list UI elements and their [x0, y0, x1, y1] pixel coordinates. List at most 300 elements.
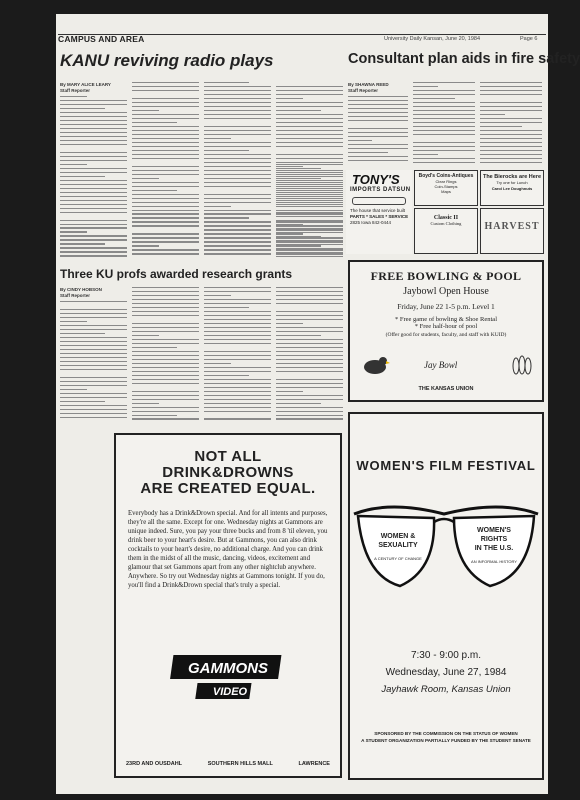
body-text-line — [204, 331, 271, 332]
body-text-line — [204, 225, 271, 226]
body-text-line — [204, 418, 271, 419]
body-text-line — [132, 311, 199, 312]
body-text-line — [276, 138, 343, 139]
body-text-line — [276, 134, 343, 135]
body-text-line — [204, 102, 271, 103]
body-text-line — [413, 82, 475, 83]
article-body-column — [276, 287, 343, 424]
bowling-title: FREE BOWLING & POOL — [370, 269, 522, 283]
body-text-line — [480, 86, 542, 87]
jayhawk-icon — [360, 354, 390, 376]
body-text-line — [132, 146, 199, 147]
body-text-line — [60, 239, 127, 240]
body-text-line — [413, 94, 475, 95]
article-body-column — [132, 82, 199, 261]
gammons-logo-sub: VIDEO — [212, 686, 248, 698]
body-text-line — [276, 114, 343, 115]
body-text-line — [204, 395, 271, 396]
body-text-line — [204, 154, 271, 155]
film-festival-ad — [348, 412, 544, 780]
tonys-line: PARTS * SALES * SERVICE — [350, 214, 409, 219]
body-text-line — [132, 90, 199, 91]
body-text-line — [276, 363, 343, 364]
body-text-line — [276, 418, 343, 419]
body-text-line — [204, 82, 249, 83]
body-text-line — [132, 307, 199, 308]
classic-name: Classic II — [433, 215, 459, 221]
body-text-line — [204, 126, 271, 127]
body-text-line — [480, 138, 542, 139]
body-text-line — [60, 369, 127, 370]
body-text-line — [60, 337, 127, 338]
body-text-line — [276, 146, 343, 147]
body-text-line — [204, 323, 271, 324]
body-text-line — [480, 126, 522, 127]
body-text-line — [132, 182, 199, 183]
body-text-line — [204, 387, 271, 388]
drink-body: Everybody has a Drink&Drown special. And for all intents and purposes, they're all the same. Except for one. Wednesday nights at Gammons are unique indeed. Sure, you pay your three bucks and from 8 'til eleven, you drink beer to your heart's desire. But at Gammons, you can also drink cocktails to your heart's desire, no additional charge. And you can drink them in the midst of all the music, dancing, videos, excitement and glamour that set Gammons apart from any other nightclub anywhere. Anywhere. So try out Wednesday nights at Gammons tonight. If you do, you'll find a Drink&Drown special that's truly a special. — [128, 510, 328, 589]
body-text-line — [60, 180, 127, 181]
body-text-line — [413, 162, 475, 163]
body-text-line — [276, 327, 343, 328]
body-text-line — [276, 287, 343, 288]
body-text-line — [413, 114, 475, 115]
body-text-line — [413, 150, 475, 151]
body-text-line — [204, 198, 271, 199]
body-text-line — [132, 323, 199, 324]
body-text-line — [413, 102, 475, 103]
body-text-line — [413, 118, 475, 119]
body-text-line — [480, 102, 542, 103]
bowling-bullet: * Free game of bowling & Shoe Rental — [395, 316, 497, 323]
body-text-line — [413, 98, 455, 99]
body-text-line — [60, 168, 127, 169]
body-text-line — [60, 231, 87, 232]
body-text-line — [60, 417, 127, 418]
body-text-line — [60, 140, 127, 141]
gammons-ad — [114, 433, 342, 778]
body-text-line — [276, 335, 321, 336]
bowling-bullet: * Free half-hour of pool — [414, 323, 478, 330]
body-text-line — [276, 204, 343, 205]
body-text-line — [60, 251, 127, 252]
article-headline-grants: Three KU profs awarded research grants — [60, 267, 293, 281]
gammons-footer-right: LAWRENCE — [298, 761, 330, 767]
body-text-line — [204, 221, 271, 222]
body-text-line — [60, 196, 127, 197]
bowling-pins-icon — [510, 354, 534, 376]
body-text-line — [204, 194, 271, 195]
body-text-line — [276, 228, 343, 229]
body-text-line — [60, 120, 127, 121]
body-text-line — [204, 98, 271, 99]
body-text-line — [132, 194, 199, 195]
body-text-line — [60, 401, 105, 402]
body-text-line — [132, 134, 199, 135]
body-text-line — [60, 104, 127, 105]
body-text-line — [276, 295, 343, 296]
body-text-line — [132, 375, 199, 376]
body-text-line — [276, 236, 321, 237]
body-text-line — [276, 244, 343, 245]
body-text-line — [276, 176, 343, 177]
body-text-line — [204, 375, 249, 376]
body-text-line — [132, 351, 199, 352]
body-text-line — [60, 212, 127, 213]
body-text-line — [276, 168, 321, 169]
body-text-line — [60, 128, 127, 129]
body-text-line — [348, 148, 408, 149]
body-text-line — [204, 355, 271, 356]
body-text-line — [204, 303, 271, 304]
body-text-line — [413, 110, 475, 111]
body-text-line — [276, 162, 343, 163]
body-text-line — [132, 371, 199, 372]
body-text-line — [276, 319, 343, 320]
body-text-line — [60, 243, 105, 244]
harvest-name: HARVEST — [484, 221, 540, 232]
body-text-line — [204, 110, 271, 111]
body-text-line — [480, 162, 542, 163]
body-text-line — [348, 144, 408, 145]
body-text-line — [276, 391, 303, 392]
body-text-line — [204, 166, 271, 167]
body-text-line — [60, 220, 127, 221]
body-text-line — [276, 196, 343, 197]
body-text-line — [204, 383, 271, 384]
body-text-line — [132, 102, 199, 103]
body-text-line — [132, 253, 199, 254]
body-text-line — [132, 415, 177, 416]
article-byline-kanu: By MARY ALICE LEARY Staff Reporter — [60, 82, 111, 93]
body-text-line — [132, 299, 199, 300]
body-text-line — [60, 112, 127, 113]
body-text-line — [132, 391, 199, 392]
body-text-line — [132, 106, 199, 107]
article-byline-grants: By CINDY HOBSON Staff Reporter — [60, 287, 102, 298]
film-time: 7:30 - 9:00 p.m. — [410, 650, 482, 661]
article-body-column — [413, 82, 475, 166]
body-text-line — [132, 363, 199, 364]
bierocks-line: Carol Lee Doughnuts — [491, 186, 533, 191]
body-text-line — [60, 329, 127, 330]
body-text-line — [132, 315, 199, 316]
article-headline-consultant: Consultant plan aids in fire safety — [348, 51, 580, 67]
body-text-line — [480, 158, 542, 159]
body-text-line — [413, 122, 475, 123]
body-text-line — [348, 120, 408, 121]
body-text-line — [132, 339, 199, 340]
film-sponsor: SPONSORED BY THE COMMISSION ON THE STATUS OF WOMEN A STUDENT ORGANIZATION PARTIALLY FUNDED BY THE STUDENT SENATE — [361, 731, 531, 743]
article-body-column — [60, 96, 127, 261]
body-text-line — [276, 256, 343, 257]
body-text-line — [413, 158, 475, 159]
body-text-line — [204, 307, 249, 308]
bowling-script: Jay Bowl — [424, 360, 458, 370]
body-text-line — [132, 343, 199, 344]
body-text-line — [348, 152, 388, 153]
body-text-line — [132, 82, 199, 83]
boyds-line: Clear Rings — [435, 179, 457, 184]
gammons-footer-mid: SOUTHERN HILLS MALL — [207, 761, 273, 767]
body-text-line — [276, 383, 343, 384]
body-text-line — [60, 235, 127, 236]
body-text-line — [204, 146, 271, 147]
body-text-line — [60, 227, 127, 228]
body-text-line — [204, 90, 271, 91]
body-text-line — [60, 192, 127, 193]
body-text-line — [132, 291, 199, 292]
page-number: Page 6 — [520, 36, 538, 42]
body-text-line — [348, 96, 408, 97]
article-body-column — [60, 301, 127, 424]
body-text-line — [204, 291, 271, 292]
body-text-line — [480, 142, 542, 143]
body-text-line — [276, 126, 343, 127]
article-body-column — [480, 82, 542, 166]
body-text-line — [132, 383, 199, 384]
body-text-line — [132, 98, 199, 99]
body-text-line — [348, 156, 408, 157]
body-text-line — [60, 247, 127, 248]
body-text-line — [276, 399, 343, 400]
body-text-line — [60, 124, 127, 125]
body-text-line — [60, 224, 127, 225]
paper-dateline: University Daily Kansan, June 20, 1984 — [384, 36, 480, 42]
body-text-line — [276, 240, 343, 241]
body-text-line — [132, 158, 199, 159]
body-text-line — [276, 212, 343, 213]
body-text-line — [276, 379, 343, 380]
body-text-line — [204, 206, 231, 207]
body-text-line — [204, 174, 271, 175]
bowling-ad — [348, 260, 544, 402]
body-text-line — [204, 202, 271, 203]
newspaper-page — [56, 14, 580, 794]
body-text-line — [60, 144, 127, 145]
body-text-line — [60, 255, 127, 256]
body-text-line — [132, 245, 159, 246]
film-right-lens: WOMEN'S RIGHTS IN THE U.S. AN INFORMAL HISTORY — [471, 527, 517, 564]
body-text-line — [348, 108, 408, 109]
body-text-line — [204, 311, 271, 312]
body-text-line — [276, 343, 343, 344]
film-date: Wednesday, June 27, 1984 — [385, 667, 507, 678]
body-text-line — [276, 387, 343, 388]
body-text-line — [132, 130, 199, 131]
body-text-line — [60, 136, 127, 137]
body-text-line — [204, 399, 271, 400]
body-text-line — [132, 295, 199, 296]
body-text-line — [60, 389, 87, 390]
body-text-line — [276, 102, 343, 103]
body-text-line — [480, 118, 542, 119]
body-text-line — [60, 405, 127, 406]
body-text-line — [132, 407, 199, 408]
body-text-line — [348, 100, 408, 101]
body-text-line — [60, 313, 127, 314]
body-text-line — [413, 146, 475, 147]
body-text-line — [276, 291, 343, 292]
body-text-line — [276, 158, 343, 159]
body-text-line — [132, 233, 199, 234]
gammons-logo — [172, 651, 284, 707]
car-icon — [352, 197, 406, 205]
body-text-line — [204, 299, 271, 300]
body-text-line — [132, 138, 199, 139]
body-text-line — [60, 100, 127, 101]
body-text-line — [348, 104, 408, 105]
body-text-line — [204, 186, 271, 187]
body-text-line — [276, 311, 343, 312]
film-left-lens: WOMEN & SEXUALITY A CENTURY OF CHANGE — [374, 533, 422, 561]
body-text-line — [60, 108, 105, 109]
body-text-line — [132, 122, 177, 123]
body-text-line — [276, 172, 343, 173]
body-text-line — [60, 184, 127, 185]
body-text-line — [276, 200, 343, 201]
body-text-line — [60, 333, 105, 334]
body-text-line — [60, 397, 127, 398]
body-text-line — [204, 253, 271, 254]
body-text-line — [204, 371, 271, 372]
body-text-line — [204, 391, 271, 392]
body-text-line — [204, 335, 271, 336]
body-text-line — [348, 136, 408, 137]
body-text-line — [276, 411, 343, 412]
body-text-line — [204, 363, 231, 364]
body-text-line — [60, 393, 127, 394]
bierocks-line: Try one for Lunch — [496, 180, 528, 185]
tonys-name: TONY'S — [352, 172, 400, 187]
body-text-line — [132, 287, 199, 288]
body-text-line — [204, 367, 271, 368]
body-text-line — [132, 150, 199, 151]
gammons-footer — [126, 761, 330, 767]
body-text-line — [276, 220, 343, 221]
classic-sub: Custom Clothing — [430, 221, 462, 226]
body-text-line — [276, 232, 343, 233]
article-body-column — [204, 287, 271, 424]
article-byline-consultant: By SHAWNA REED Staff Reporter — [348, 82, 389, 93]
body-text-line — [60, 325, 127, 326]
body-text-line — [60, 172, 127, 173]
body-text-line — [60, 365, 127, 366]
body-text-line — [276, 371, 343, 372]
body-text-line — [204, 327, 271, 328]
body-text-line — [132, 210, 199, 211]
body-text-line — [204, 178, 271, 179]
body-text-line — [60, 301, 127, 302]
body-text-line — [60, 353, 127, 354]
tonys-line: The house that service built — [350, 208, 406, 213]
body-text-line — [204, 403, 271, 404]
body-text-line — [132, 225, 199, 226]
body-text-line — [132, 166, 199, 167]
body-text-line — [132, 170, 199, 171]
body-text-line — [132, 347, 177, 348]
body-text-line — [132, 202, 199, 203]
body-text-line — [132, 418, 199, 419]
article-body-column — [132, 287, 199, 424]
body-text-line — [132, 403, 159, 404]
body-text-line — [204, 114, 271, 115]
body-text-line — [276, 154, 343, 155]
drink-headline: NOT ALL DRINK&DROWNS ARE CREATED EQUAL. — [140, 448, 316, 497]
body-text-line — [60, 176, 105, 177]
body-text-line — [204, 170, 271, 171]
bowling-footer: THE KANSAS UNION — [418, 386, 474, 392]
body-text-line — [204, 359, 271, 360]
body-text-line — [480, 114, 505, 115]
body-text-line — [60, 156, 127, 157]
body-text-line — [276, 355, 343, 356]
gammons-footer-left: 23RD AND OUSDAHL — [126, 761, 183, 767]
body-text-line — [204, 106, 271, 107]
body-text-line — [276, 415, 343, 416]
body-text-line — [132, 379, 199, 380]
body-text-line — [132, 335, 159, 336]
body-text-line — [132, 86, 199, 87]
body-text-line — [204, 213, 271, 214]
article-body-column — [204, 82, 271, 261]
body-text-line — [276, 395, 343, 396]
body-text-line — [132, 367, 199, 368]
body-text-line — [60, 377, 127, 378]
body-text-line — [204, 295, 231, 296]
body-text-line — [132, 411, 199, 412]
body-text-line — [204, 138, 231, 139]
body-text-line — [413, 90, 475, 91]
body-text-line — [480, 150, 542, 151]
body-text-line — [276, 110, 321, 111]
body-text-line — [276, 98, 303, 99]
body-text-line — [204, 319, 271, 320]
body-text-line — [276, 299, 343, 300]
body-text-line — [60, 381, 127, 382]
body-text-line — [276, 252, 343, 253]
body-text-line — [132, 237, 199, 238]
body-text-line — [204, 407, 271, 408]
classic-ad — [414, 208, 478, 254]
body-text-line — [413, 86, 438, 87]
body-text-line — [132, 190, 177, 191]
section-title: CAMPUS AND AREA — [58, 34, 145, 44]
body-text-line — [276, 347, 343, 348]
body-text-line — [204, 379, 271, 380]
body-text-line — [132, 118, 199, 119]
body-text-line — [204, 343, 271, 344]
body-text-line — [276, 339, 343, 340]
body-text-line — [480, 90, 542, 91]
body-text-line — [132, 359, 199, 360]
body-text-line — [204, 94, 271, 95]
body-text-line — [480, 146, 542, 147]
body-text-line — [276, 216, 343, 217]
body-text-line — [132, 303, 199, 304]
body-text-line — [480, 106, 542, 107]
body-text-line — [480, 134, 542, 135]
body-text-line — [132, 110, 159, 111]
body-text-line — [276, 359, 343, 360]
body-text-line — [132, 217, 199, 218]
body-text-line — [276, 106, 343, 107]
body-text-line — [204, 158, 271, 159]
body-text-line — [204, 233, 271, 234]
body-text-line — [204, 315, 271, 316]
body-text-line — [276, 407, 343, 408]
body-text-line — [204, 241, 271, 242]
